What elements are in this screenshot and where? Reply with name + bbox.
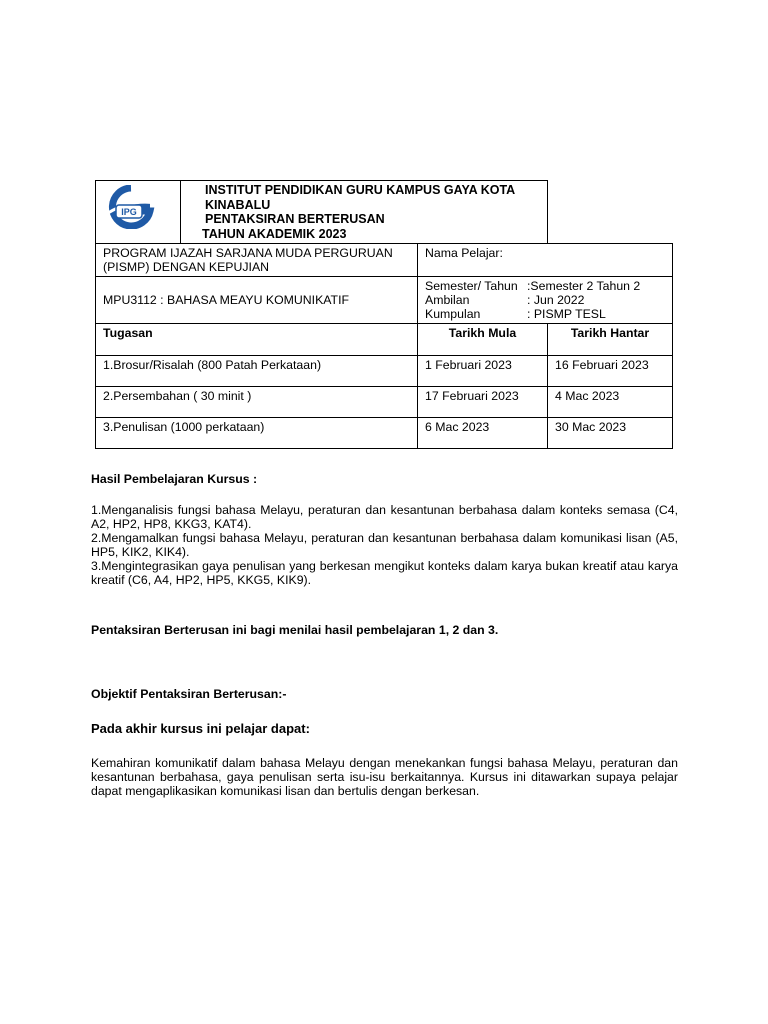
- institute-name: INSTITUT PENDIDIKAN GURU KAMPUS GAYA KOTA KINABALU: [205, 183, 515, 212]
- academic-year: TAHUN AKADEMIK 2023: [202, 226, 347, 241]
- student-name-label: Nama Pelajar:: [425, 246, 503, 260]
- header-row: [96, 181, 673, 244]
- task-start-date: 17 Februari 2023: [418, 387, 548, 418]
- task-submit-date: 30 Mac 2023: [548, 418, 673, 449]
- assessment-info-table: [95, 180, 673, 449]
- table-row: [96, 418, 673, 449]
- header-submit-date: Tarikh Hantar: [548, 324, 673, 356]
- group-label: Kumpulan: [425, 307, 481, 321]
- list-item: 2.Mengamalkan fungsi bahasa Melayu, peraturan dan kesantunan berbahasa dalam komunikasi lisan (A5, HP5, KIK2, KIK4).: [91, 531, 678, 559]
- assessment-note: Pentaksiran Berterusan ini bagi menilai hasil pembelajaran 1, 2 dan 3.: [91, 623, 499, 637]
- intake-line: [425, 293, 665, 307]
- student-name-cell: [418, 244, 673, 277]
- list-item: 3.Mengintegrasikan gaya penulisan yang berkesan mengikut konteks dalam karya bukan kreatif atau karya kreatif (C6, A4, HP2, HP5, KKG5, KIK9).: [91, 559, 678, 587]
- task-name: 3.Penulisan (1000 perkataan): [96, 418, 418, 449]
- task-header-row: [96, 324, 673, 356]
- institute-header: [181, 181, 548, 244]
- table-row: [96, 356, 673, 387]
- course-cell: [96, 277, 418, 324]
- group-line: [425, 307, 665, 321]
- task-name: 2.Persembahan ( 30 minit ): [96, 387, 418, 418]
- course-row: [96, 277, 673, 324]
- logo-text: IPG: [121, 207, 137, 217]
- task-start-date: 6 Mac 2023: [418, 418, 548, 449]
- details-cell: [418, 277, 673, 324]
- task-submit-date: 4 Mac 2023: [548, 387, 673, 418]
- semester-value: :Semester 2 Tahun 2: [527, 279, 641, 293]
- list-item: 1.Menganalisis fungsi bahasa Melayu, peraturan dan kesantunan berbahasa dalam konteks semasa (C4, A2, HP2, HP8, KKG3, KAT4).: [91, 503, 678, 531]
- program-cell: [96, 244, 418, 277]
- program-line-1: PROGRAM IJAZAH SARJANA MUDA PERGURUAN: [103, 246, 393, 260]
- assessment-title: PENTAKSIRAN BERTERUSAN: [205, 212, 385, 226]
- objective-text: Kemahiran komunikatif dalam bahasa Melayu dengan menekankan fungsi bahasa Melayu, peraturan dan kesantunan berbahasa, gaya penulisan serta isu-isu berkaitannya. Kursus ini ditawarkan supaya pelajar dapat mengaplikasikan komunikasi lisan dan bertulis dengan berkesan.: [91, 756, 678, 798]
- outcomes-title: Hasil Pembelajaran Kursus :: [91, 472, 258, 486]
- task-name: 1.Brosur/Risalah (800 Patah Perkataan): [96, 356, 418, 387]
- semester-label: Semester/ Tahun: [425, 279, 518, 293]
- logo-cell: [96, 181, 181, 244]
- course-code-name: MPU3112 : BAHASA MEAYU KOMUNIKATIF: [103, 293, 349, 307]
- objective-subtitle: Pada akhir kursus ini pelajar dapat:: [91, 721, 310, 736]
- table-row: [96, 387, 673, 418]
- semester-line: [425, 279, 665, 293]
- ipg-logo-icon: [102, 185, 160, 229]
- task-submit-date: 16 Februari 2023: [548, 356, 673, 387]
- task-start-date: 1 Februari 2023: [418, 356, 548, 387]
- header-start-date: Tarikh Mula: [418, 324, 548, 356]
- intake-value: : Jun 2022: [527, 293, 585, 307]
- group-value: : PISMP TESL: [527, 307, 606, 321]
- program-row: [96, 244, 673, 277]
- outcomes-list: [91, 503, 678, 587]
- header-task: Tugasan: [96, 324, 418, 356]
- objective-title: Objektif Pentaksiran Berterusan:-: [91, 687, 287, 701]
- intake-label: Ambilan: [425, 293, 470, 307]
- program-line-2: (PISMP) DENGAN KEPUJIAN: [103, 260, 270, 274]
